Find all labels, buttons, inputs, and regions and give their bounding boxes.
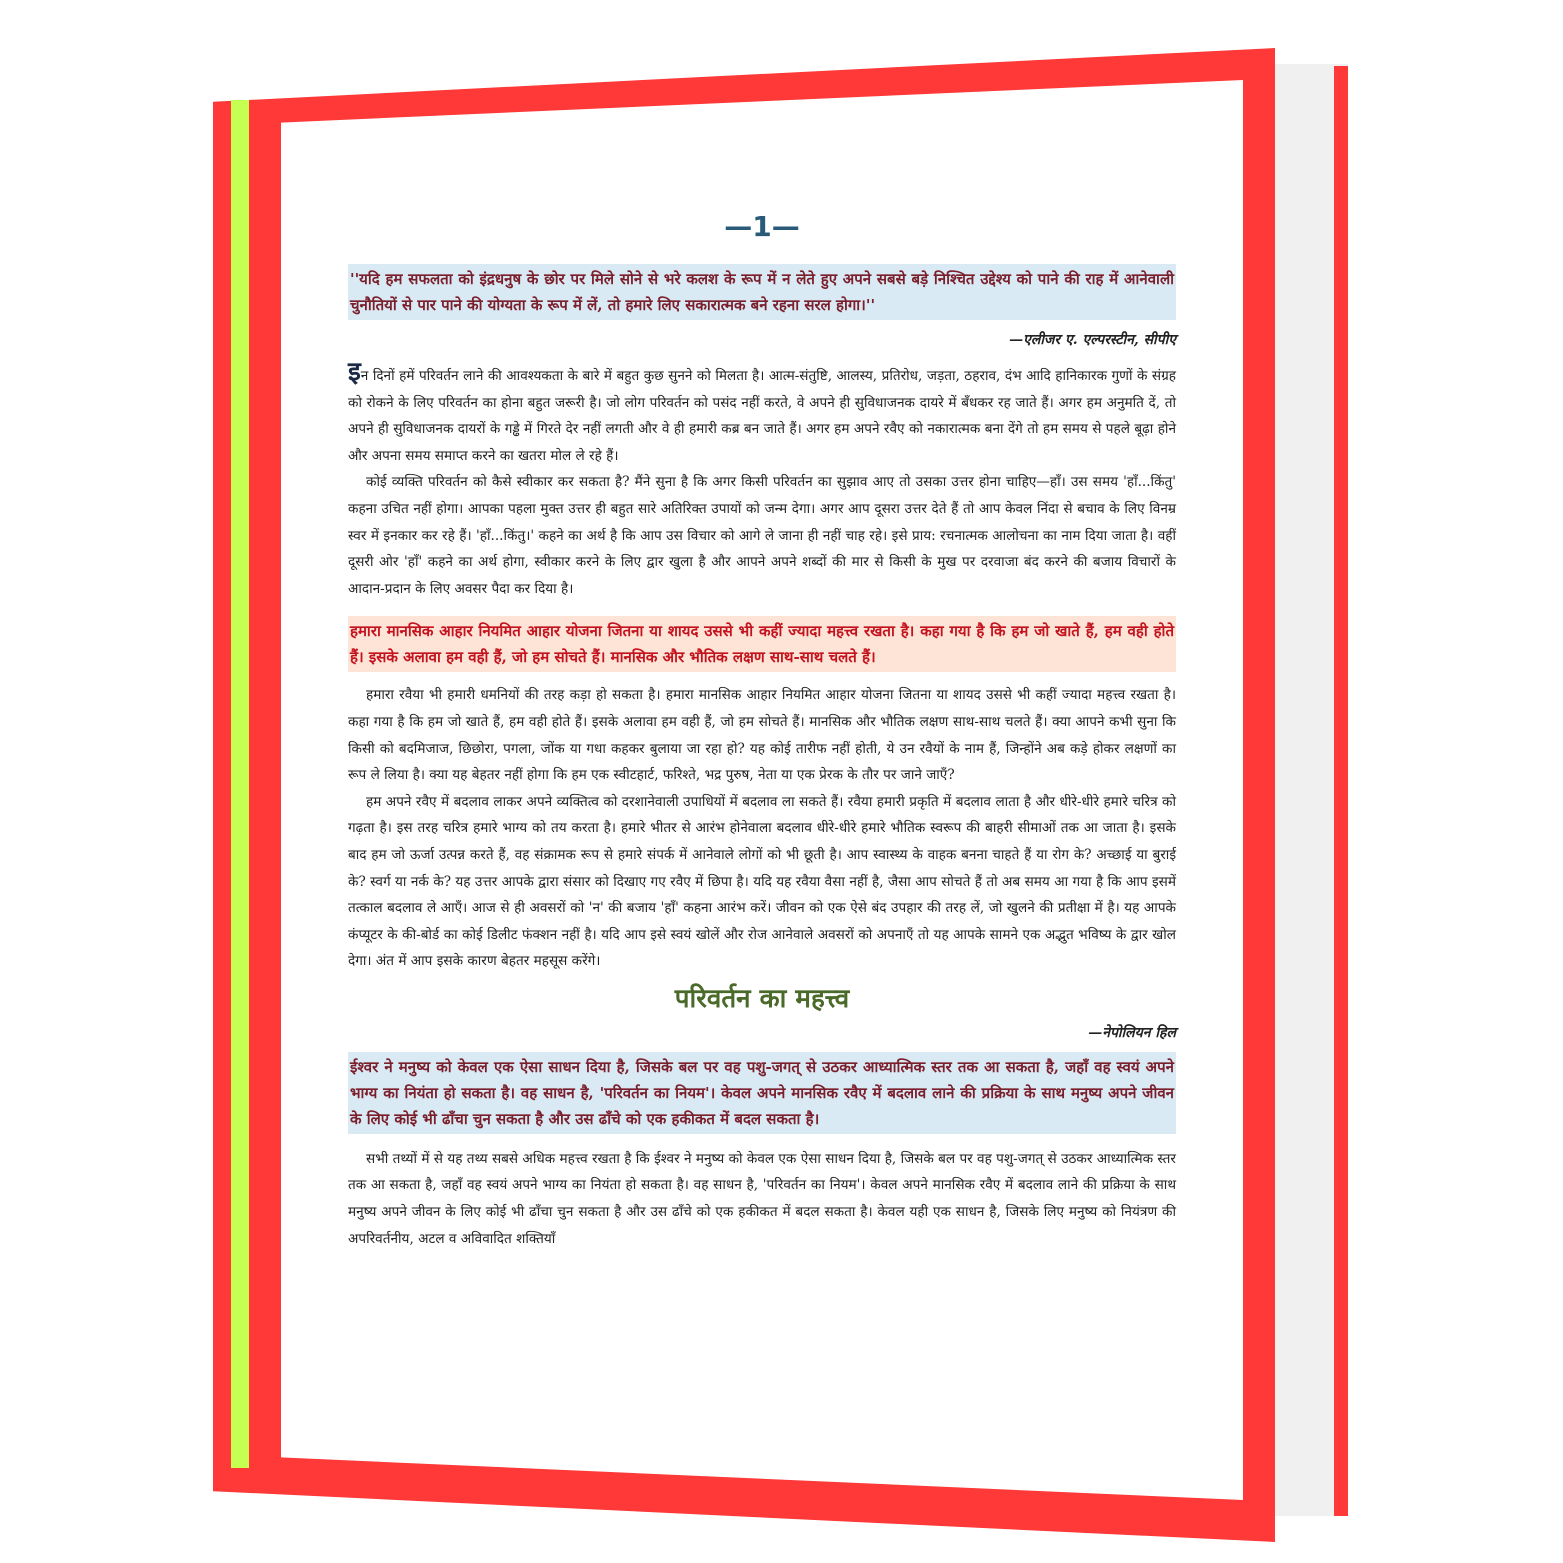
section-attribution: —नेपोलियन हिल [1088,1024,1176,1041]
paragraph-5: सभी तथ्यों में से यह तथ्य सबसे अधिक महत्त्व रखता है कि ईश्वर ने मनुष्य को केवल एक ऐसा साधन दिया है, जिसके बल पर वह पशु-जगत् से उठकर आध्यात्मिक स्तर तक आ सकता है, जहाँ वह स्वयं अपने भाग्य का नियंता हो सकता है। वह साधन है, 'परिवर्तन का नियम'। केवल अपने मानसिक रवैए में बदलाव लाने की प्रक्रिया के साथ मनुष्य अपने जीवन के लिए कोई भी ढाँचा चुन सकता है और उस ढाँचे को एक हकीकत में बदल सकता है। केवल यही एक साधन है, जिसके लिए मनुष्य को नियंत्रण की अपरिवर्तनीय, अटल व अविवादित शक्तियाँ [348,1150,1176,1247]
drop-cap: इ [348,357,361,387]
chapter-number: —1— [724,210,800,243]
opening-quote: ''यदि हम सफलता को इंद्रधनुष के छोर पर मिले सोने से भरे कलश के रूप में न लेते हुए अपने सबसे बड़े निश्चित उद्देश्य को पाने की राह में आनेवाली चुनौतियों से पार पाने की योग्यता के रूप में लें, तो हमारे लिए सकारात्मक बने रहना सरल होगा।'' [348,264,1176,320]
paragraph-1-text: न दिनों हमें परिवर्तन लाने की आवश्यकता के बारे में बहुत कुछ सुनने को मिलता है। आत्म-संतुष्टि, आलस्य, प्रतिरोध, जड़ता, ठहराव, दंभ आदि हानिकारक गुणों के संग्रह को रोकने के लिए परिवर्तन का होना बहुत जरूरी है। जो लोग परिवर्तन को पसंद नहीं करते, वे अपने ही सुविधाजनक दायरे में बँधकर रह जाते हैं। अगर हम अनुमति दें, तो अपने ही सुविधाजनक दायरों के गड्ढे में गिरते देर नहीं लगती और वे ही हमारी कब्र बन जाते हैं। अगर हम अपने रवैए को नकारात्मक बना देंगे तो हम समय से पहले बूढ़ा होने और अपना समय समाप्त करने का खतरा मोल ले रहे हैं। [348,368,1176,464]
paragraph-4: हम अपने रवैए में बदलाव लाकर अपने व्यक्तित्व को दरशानेवाली उपाधियों में बदलाव ला सकते हैं। रवैया हमारी प्रकृति में बदलाव लाता है और धीरे-धीरे हमारे चरित्र को गढ़ता है। इस तरह चरित्र हमारे भाग्य को तय करता है। हमारे भीतर से आरंभ होनेवाला बदलाव धीरे-धीरे हमारे भौतिक स्वरूप की बाहरी सीमाओं तक आ जाता है। इसके बाद हम जो ऊर्जा उत्पन्न करते हैं, वह संक्रामक रूप से हमारे संपर्क में आनेवाले लोगों को भी छूती है। आप स्वास्थ्य के वाहक बनना चाहते हैं या रोग के? अच्छाई या बुराई के? स्वर्ग या नर्क के? यह उत्तर आपके द्वारा संसार को दिखाए गए रवैए में छिपा है। यदि यह रवैया वैसा नहीं है, जैसा आप सोचते हैं तो अब समय आ गया है कि आप इसमें तत्काल बदलाव ले आएँ। आज से ही अवसरों को 'न' की बजाय 'हाँ' कहना आरंभ करें। जीवन को एक ऐसे बंद उपहार की तरह लें, जो खुलने की प्रतीक्षा में है। यह आपके कंप्यूटर के की-बोर्ड का कोई डिलीट फंक्शन नहीं है। यदि आप इसे स्वयं खोलें और रोज आनेवाले अवसरों को अपनाएँ तो यह आपके सामने एक अद्भुत भविष्य के द्वार खोल देगा। अंत में आप इसके कारण बेहतर महसूस करेंगे। [348,793,1176,970]
paragraph-3: हमारा रवैया भी हमारी धमनियों की तरह कड़ा हो सकता है। हमारा मानसिक आहार नियमित आहार योजना जितना या शायद उससे भी कहीं ज्यादा महत्त्व रखता है। कहा गया है कि हम जो खाते हैं, हम वही होते हैं। इसके अलावा हम वही हैं, जो हम सोचते हैं। मानसिक और भौतिक लक्षण साथ-साथ चलते हैं। क्या आपने कभी सुना कि किसी को बदमिजाज, छिछोरा, पगला, जोंक या गधा कहकर बुलाया जा रहा हो? यह कोई तारीफ नहीं होती, ये उन रवैयों के नाम हैं, जिन्होंने अब कड़े होकर लक्षणों का रूप ले लिया है। क्या यह बेहतर नहीं होगा कि हम एक स्वीटहार्ट, फरिश्ते, भद्र पुरुष, नेता या एक प्रेरक के तौर पर जाने जाएँ? [348,687,1176,784]
spine-stripe [231,100,249,1468]
page-content [348,210,1176,1252]
section-title: परिवर्तन का महत्त्व [674,983,850,1014]
section-quote: ईश्वर ने मनुष्य को केवल एक ऐसा साधन दिया है, जिसके बल पर वह पशु-जगत् से उठकर आध्यात्मिक स्तर तक आ सकता है, जहाँ वह स्वयं अपने भाग्य का नियंता हो सकता है। वह साधन है, 'परिवर्तन का नियम'। केवल अपने मानसिक रवैए में बदलाव लाने की प्रक्रिया के साथ मनुष्य अपने जीवन के लिए कोई भी ढाँचा चुन सकता है और उस ढाँचे को एक हकीकत में बदल सकता है। [348,1052,1176,1134]
paragraph-2: कोई व्यक्ति परिवर्तन को कैसे स्वीकार कर सकता है? मैंने सुना है कि अगर किसी परिवर्तन का सुझाव आए तो उसका उत्तर होना चाहिए—हाँ। उस समय 'हाँ...किंतु' कहना उचित नहीं होगा। आपका पहला मुक्त उत्तर ही बहुत सारे अतिरिक्त उपायों को जन्म देगा। अगर आप दूसरा उत्तर देते हैं तो आप केवल निंदा से बचाव के लिए विनम्र स्वर में इनकार कर रहे हैं। 'हाँ...किंतु।' कहने का अर्थ है कि आप उस विचार को आगे ले जाना ही नहीं चाह रहे। इसे प्राय: रचनात्मक आलोचना का नाम दिया जाता है। वहीं दूसरी ओर 'हाँ' कहने का अर्थ होगा, स्वीकार करने के लिए द्वार खुला है और आपने अपने शब्दों की मार से किसी के मुख पर दरवाजा बंद करने की बजाय विचारों के आदान-प्रदान के लिए अवसर पैदा कर दिया है। [348,474,1176,597]
book-back-edge [1334,66,1348,1516]
opening-attribution: —एलीजर ए. एल्परस्टीन, सीपीए [1009,332,1176,348]
paragraph-1 [348,359,1176,469]
highlight-callout: हमारा मानसिक आहार नियमित आहार योजना जितना या शायद उससे भी कहीं ज्यादा महत्त्व रखता है। कहा गया है कि हम जो खाते हैं, हम वही होते हैं। इसके अलावा हम वही हैं, जो हम सोचते हैं। मानसिक और भौतिक लक्षण साथ-साथ चलते हैं। [348,616,1176,672]
